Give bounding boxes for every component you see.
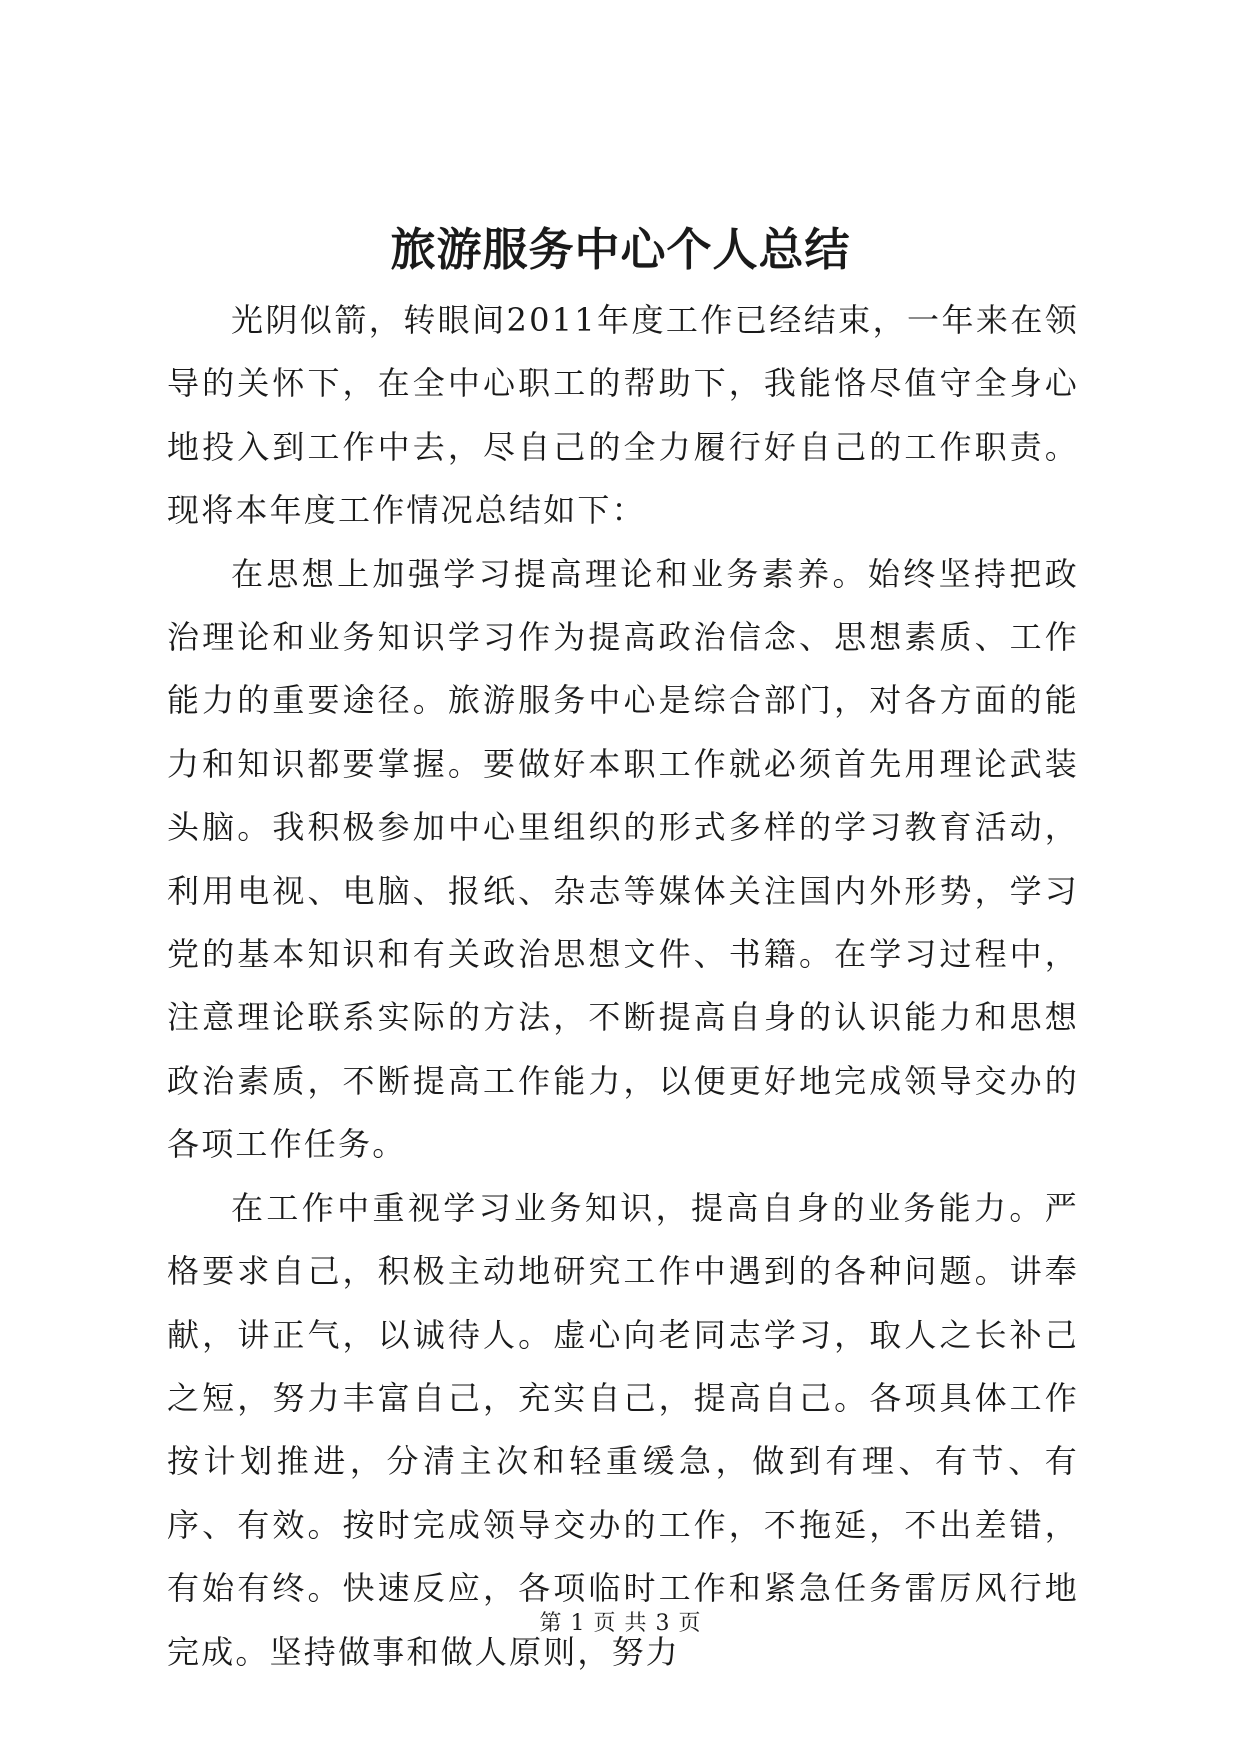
document-body [167, 289, 1079, 1684]
paragraph-intro: 光阴似箭，转眼间2011年度工作已经结束，一年来在领导的关怀下，在全中心职工的帮助下，我能恪尽值守全身心地投入到工作中去，尽自己的全力履行好自己的工作职责。现将本年度工作情况总结如下： [167, 301, 1079, 530]
paragraph-work: 在工作中重视学习业务知识，提高自身的业务能力。严格要求自己，积极主动地研究工作中遇到的各种问题。讲奉献，讲正气，以诚待人。虚心向老同志学习，取人之长补己之短，努力丰富自己，充实自己，提高自己。各项具体工作按计划推进，分清主次和轻重缓急，做到有理、有节、有序、有效。按时完成领导交办的工作，不拖延，不出差错，有始有终。快速反应，各项临时工作和紧急任务雷厉风行地完成。坚持做事和做人原则，努力 [167, 1188, 1079, 1671]
paragraph-study: 在思想上加强学习提高理论和业务素养。始终坚持把政治理论和业务知识学习作为提高政治信念、思想素质、工作能力的重要途径。旅游服务中心是综合部门，对各方面的能力和知识都要掌握。要做好本职工作就必须首先用理论武装头脑。我积极参加中心里组织的形式多样的学习教育活动，利用电视、电脑、报纸、杂志等媒体关注国内外形势，学习党的基本知识和有关政治思想文件、书籍。在学习过程中，注意理论联系实际的方法，不断提高自身的认识能力和思想政治素质，不断提高工作能力，以便更好地完成领导交办的各项工作任务。 [167, 554, 1079, 1164]
document-title: 旅游服务中心个人总结 [390, 223, 851, 276]
page-number-footer: 第 1 页 共 3 页 [539, 1611, 702, 1636]
